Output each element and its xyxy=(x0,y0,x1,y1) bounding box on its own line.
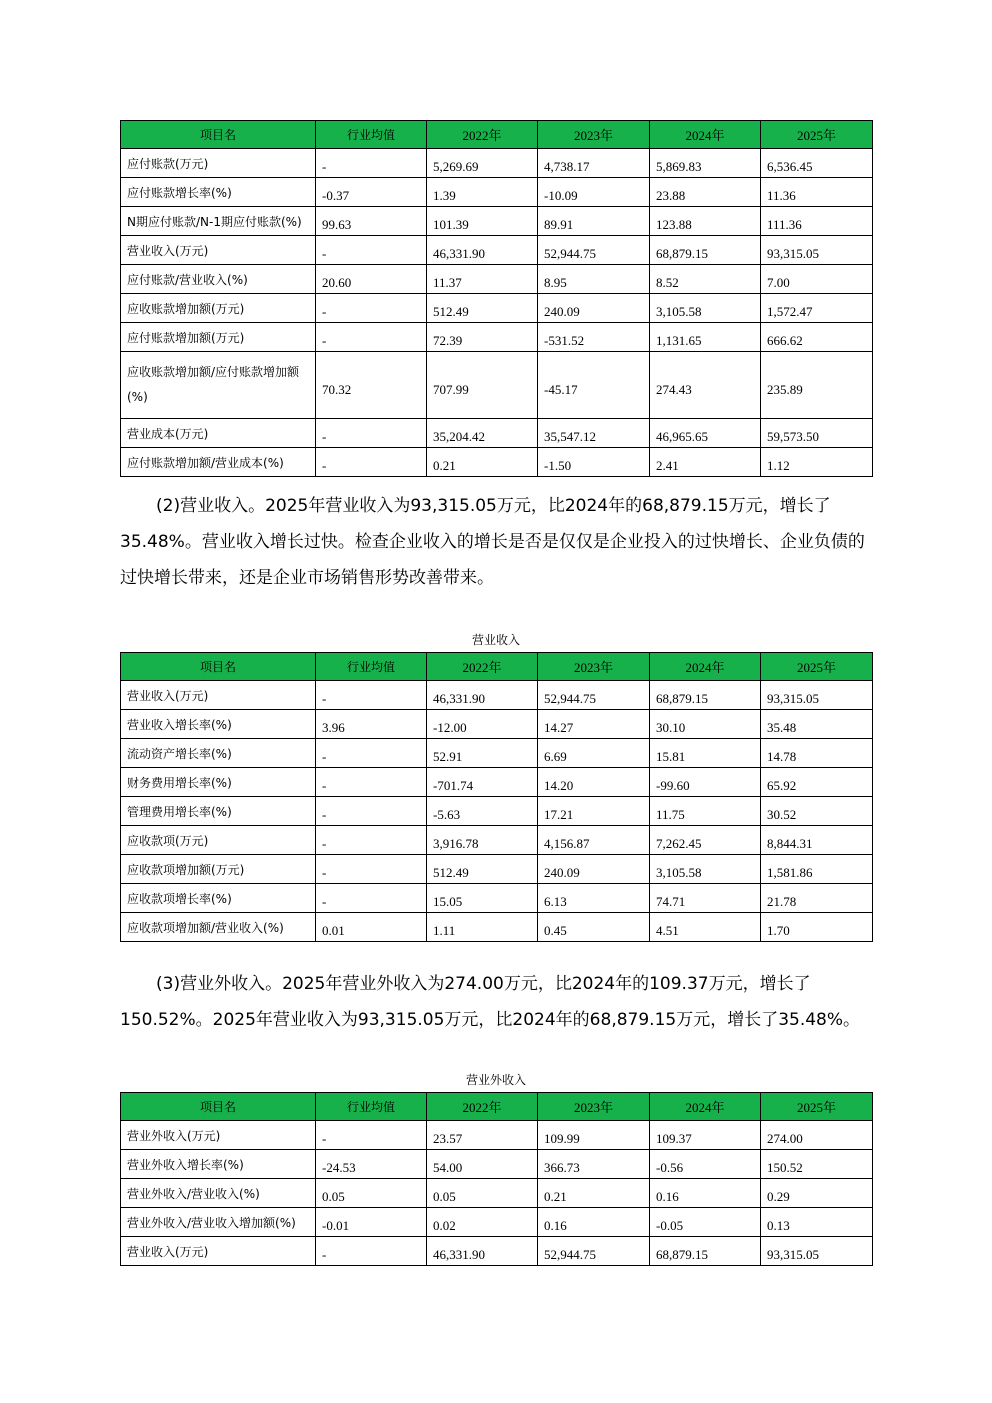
cell-value: 14.20 xyxy=(538,768,650,797)
table-row xyxy=(121,1179,873,1208)
cell-value: 11.37 xyxy=(427,265,538,294)
cell-value: 0.13 xyxy=(761,1208,873,1237)
cell-value: 1,581.86 xyxy=(761,855,873,884)
cell-value: 74.71 xyxy=(650,884,761,913)
cell-value: 1.39 xyxy=(427,178,538,207)
operating-revenue-table xyxy=(120,652,873,942)
cell-value: - xyxy=(316,797,427,826)
header-item-name: 项目名 xyxy=(121,653,316,681)
cell-value: 59,573.50 xyxy=(761,419,873,448)
table-row xyxy=(121,207,873,236)
cell-value: 17.21 xyxy=(538,797,650,826)
cell-value: 0.29 xyxy=(761,1179,873,1208)
cell-value: - xyxy=(316,419,427,448)
cell-value: 3,105.58 xyxy=(650,294,761,323)
paragraph-text: (3)营业外收入。2025年营业外收入为274.00万元，比2024年的109.37万元，增长了150.52%。2025年营业收入为93,315.05万元，比2024年的68,879.15万元，增长了35.48%。 xyxy=(120,974,861,1030)
row-label: 应收账款增加额/应付账款增加额(%) xyxy=(121,352,316,419)
cell-value: 1.12 xyxy=(761,448,873,477)
cell-value: 89.91 xyxy=(538,207,650,236)
cell-value: 512.49 xyxy=(427,294,538,323)
cell-value: 30.10 xyxy=(650,710,761,739)
table-row xyxy=(121,768,873,797)
cell-value: 4.51 xyxy=(650,913,761,942)
cell-value: 4,738.17 xyxy=(538,149,650,178)
cell-value: 7.00 xyxy=(761,265,873,294)
header-year: 2024年 xyxy=(650,653,761,681)
cell-value: 0.21 xyxy=(538,1179,650,1208)
header-industry-avg: 行业均值 xyxy=(316,121,427,149)
cell-value: 101.39 xyxy=(427,207,538,236)
header-industry-avg: 行业均值 xyxy=(316,1093,427,1121)
row-label: 营业收入增长率(%) xyxy=(121,710,316,739)
row-label: 应付账款(万元) xyxy=(121,149,316,178)
cell-value: -10.09 xyxy=(538,178,650,207)
row-label: 应收款项增加额(万元) xyxy=(121,855,316,884)
cell-value: 2.41 xyxy=(650,448,761,477)
cell-value: 0.01 xyxy=(316,913,427,942)
cell-value: 0.45 xyxy=(538,913,650,942)
paragraph-operating-revenue xyxy=(120,488,880,596)
cell-value: - xyxy=(316,1121,427,1150)
row-label: 应收账款增加额(万元) xyxy=(121,294,316,323)
cell-value: 23.88 xyxy=(650,178,761,207)
row-label: 应收款项增加额/营业收入(%) xyxy=(121,913,316,942)
non-operating-income-table xyxy=(120,1092,873,1266)
cell-value: 1.11 xyxy=(427,913,538,942)
table-row xyxy=(121,265,873,294)
row-label: 应付账款/营业收入(%) xyxy=(121,265,316,294)
table-row xyxy=(121,419,873,448)
cell-value: 7,262.45 xyxy=(650,826,761,855)
cell-value: - xyxy=(316,739,427,768)
header-item-name: 项目名 xyxy=(121,1093,316,1121)
cell-value: -0.37 xyxy=(316,178,427,207)
cell-value: -12.00 xyxy=(427,710,538,739)
cell-value: 666.62 xyxy=(761,323,873,352)
row-label: 财务费用增长率(%) xyxy=(121,768,316,797)
paragraph-text: (2)营业收入。2025年营业收入为93,315.05万元，比2024年的68,879.15万元，增长了35.48%。营业收入增长过快。检查企业收入的增长是否是仅仅是企业投入的过快增长、企业负债的过快增长带来，还是企业市场销售形势改善带来。 xyxy=(120,496,865,588)
table-row xyxy=(121,1208,873,1237)
header-year: 2024年 xyxy=(650,121,761,149)
cell-value: 0.02 xyxy=(427,1208,538,1237)
cell-value: 8,844.31 xyxy=(761,826,873,855)
cell-value: 68,879.15 xyxy=(650,681,761,710)
table-row xyxy=(121,826,873,855)
cell-value: - xyxy=(316,855,427,884)
cell-value: 3.96 xyxy=(316,710,427,739)
table-row xyxy=(121,681,873,710)
header-year: 2023年 xyxy=(538,121,650,149)
header-industry-avg: 行业均值 xyxy=(316,653,427,681)
cell-value: 0.16 xyxy=(650,1179,761,1208)
cell-value: 240.09 xyxy=(538,855,650,884)
cell-value: 68,879.15 xyxy=(650,236,761,265)
cell-value: 23.57 xyxy=(427,1121,538,1150)
cell-value: 4,156.87 xyxy=(538,826,650,855)
cell-value: 68,879.15 xyxy=(650,1237,761,1266)
cell-value: 0.16 xyxy=(538,1208,650,1237)
table-row xyxy=(121,739,873,768)
table-caption: 营业外收入 xyxy=(465,1073,526,1087)
cell-value: 11.75 xyxy=(650,797,761,826)
table-row xyxy=(121,1237,873,1266)
cell-value: -531.52 xyxy=(538,323,650,352)
cell-value: 20.60 xyxy=(316,265,427,294)
cell-value: 52.91 xyxy=(427,739,538,768)
cell-value: -99.60 xyxy=(650,768,761,797)
row-label: 流动资产增长率(%) xyxy=(121,739,316,768)
cell-value: 150.52 xyxy=(761,1150,873,1179)
cell-value: 0.21 xyxy=(427,448,538,477)
cell-value: 1.70 xyxy=(761,913,873,942)
cell-value: 30.52 xyxy=(761,797,873,826)
cell-value: -0.56 xyxy=(650,1150,761,1179)
cell-value: - xyxy=(316,884,427,913)
row-label: 营业收入(万元) xyxy=(121,236,316,265)
header-year: 2022年 xyxy=(427,121,538,149)
row-label: 营业外收入(万元) xyxy=(121,1121,316,1150)
cell-value: - xyxy=(316,149,427,178)
cell-value: 6.13 xyxy=(538,884,650,913)
cell-value: 8.95 xyxy=(538,265,650,294)
paragraph-non-operating-income xyxy=(120,966,880,1038)
cell-value: 93,315.05 xyxy=(761,1237,873,1266)
row-label: 应付账款增长率(%) xyxy=(121,178,316,207)
cell-value: - xyxy=(316,236,427,265)
cell-value: 93,315.05 xyxy=(761,236,873,265)
cell-value: 109.99 xyxy=(538,1121,650,1150)
cell-value: 46,331.90 xyxy=(427,681,538,710)
cell-value: 111.36 xyxy=(761,207,873,236)
cell-value: 46,965.65 xyxy=(650,419,761,448)
table-row xyxy=(121,884,873,913)
cell-value: 3,916.78 xyxy=(427,826,538,855)
table-row xyxy=(121,149,873,178)
cell-value: -701.74 xyxy=(427,768,538,797)
header-year: 2022年 xyxy=(427,1093,538,1121)
header-year: 2024年 xyxy=(650,1093,761,1121)
cell-value: 6.69 xyxy=(538,739,650,768)
table-row xyxy=(121,797,873,826)
header-year: 2025年 xyxy=(761,653,873,681)
cell-value: 35,204.42 xyxy=(427,419,538,448)
row-label: 管理费用增长率(%) xyxy=(121,797,316,826)
cell-value: - xyxy=(316,448,427,477)
table-row xyxy=(121,236,873,265)
table-row xyxy=(121,323,873,352)
row-label: 应付账款增加额/营业成本(%) xyxy=(121,448,316,477)
cell-value: 14.27 xyxy=(538,710,650,739)
cell-value: 5,269.69 xyxy=(427,149,538,178)
cell-value: 5,869.83 xyxy=(650,149,761,178)
cell-value: 366.73 xyxy=(538,1150,650,1179)
header-year: 2022年 xyxy=(427,653,538,681)
cell-value: 11.36 xyxy=(761,178,873,207)
cell-value: -1.50 xyxy=(538,448,650,477)
cell-value: 21.78 xyxy=(761,884,873,913)
table-row xyxy=(121,448,873,477)
cell-value: 93,315.05 xyxy=(761,681,873,710)
cell-value: 65.92 xyxy=(761,768,873,797)
cell-value: 1,572.47 xyxy=(761,294,873,323)
cell-value: - xyxy=(316,826,427,855)
cell-value: -0.01 xyxy=(316,1208,427,1237)
header-year: 2023年 xyxy=(538,653,650,681)
cell-value: -24.53 xyxy=(316,1150,427,1179)
table-caption: 营业收入 xyxy=(471,633,520,647)
cell-value: 240.09 xyxy=(538,294,650,323)
header-year: 2023年 xyxy=(538,1093,650,1121)
table-row xyxy=(121,178,873,207)
row-label: 应收款项增长率(%) xyxy=(121,884,316,913)
cell-value: 46,331.90 xyxy=(427,1237,538,1266)
table-row xyxy=(121,1150,873,1179)
cell-value: 8.52 xyxy=(650,265,761,294)
cell-value: 123.88 xyxy=(650,207,761,236)
cell-value: 0.05 xyxy=(316,1179,427,1208)
table-row xyxy=(121,352,873,419)
cell-value: 52,944.75 xyxy=(538,236,650,265)
cell-value: - xyxy=(316,1237,427,1266)
cell-value: - xyxy=(316,768,427,797)
cell-value: 99.63 xyxy=(316,207,427,236)
row-label: 营业外收入增长率(%) xyxy=(121,1150,316,1179)
row-label: 应收款项(万元) xyxy=(121,826,316,855)
header-year: 2025年 xyxy=(761,121,873,149)
row-label: 营业成本(万元) xyxy=(121,419,316,448)
cell-value: 512.49 xyxy=(427,855,538,884)
cell-value: 0.05 xyxy=(427,1179,538,1208)
header-item-name: 项目名 xyxy=(121,121,316,149)
cell-value: 52,944.75 xyxy=(538,681,650,710)
row-label: 营业收入(万元) xyxy=(121,681,316,710)
row-label: 营业外收入/营业收入增加额(%) xyxy=(121,1208,316,1237)
cell-value: 15.81 xyxy=(650,739,761,768)
cell-value: - xyxy=(316,294,427,323)
cell-value: 235.89 xyxy=(761,352,873,419)
table-header-row xyxy=(121,1093,873,1121)
cell-value: 70.32 xyxy=(316,352,427,419)
cell-value: 1,131.65 xyxy=(650,323,761,352)
cell-value: -0.05 xyxy=(650,1208,761,1237)
cell-value: 54.00 xyxy=(427,1150,538,1179)
cell-value: 72.39 xyxy=(427,323,538,352)
cell-value: 46,331.90 xyxy=(427,236,538,265)
table-row xyxy=(121,855,873,884)
cell-value: 35.48 xyxy=(761,710,873,739)
cell-value: 14.78 xyxy=(761,739,873,768)
cell-value: 109.37 xyxy=(650,1121,761,1150)
cell-value: 6,536.45 xyxy=(761,149,873,178)
cell-value: -5.63 xyxy=(427,797,538,826)
row-label: 营业收入(万元) xyxy=(121,1237,316,1266)
cell-value: - xyxy=(316,681,427,710)
cell-value: - xyxy=(316,323,427,352)
cell-value: 274.43 xyxy=(650,352,761,419)
row-label: N期应付账款/N-1期应付账款(%) xyxy=(121,207,316,236)
table-row xyxy=(121,913,873,942)
cell-value: -45.17 xyxy=(538,352,650,419)
row-label: 营业外收入/营业收入(%) xyxy=(121,1179,316,1208)
cell-value: 707.99 xyxy=(427,352,538,419)
header-year: 2025年 xyxy=(761,1093,873,1121)
table-header-row xyxy=(121,121,873,149)
table-row xyxy=(121,294,873,323)
payables-table xyxy=(120,120,873,477)
table-header-row xyxy=(121,653,873,681)
cell-value: 35,547.12 xyxy=(538,419,650,448)
table-row xyxy=(121,1121,873,1150)
cell-value: 52,944.75 xyxy=(538,1237,650,1266)
cell-value: 15.05 xyxy=(427,884,538,913)
cell-value: 274.00 xyxy=(761,1121,873,1150)
cell-value: 3,105.58 xyxy=(650,855,761,884)
table-row xyxy=(121,710,873,739)
row-label: 应付账款增加额(万元) xyxy=(121,323,316,352)
